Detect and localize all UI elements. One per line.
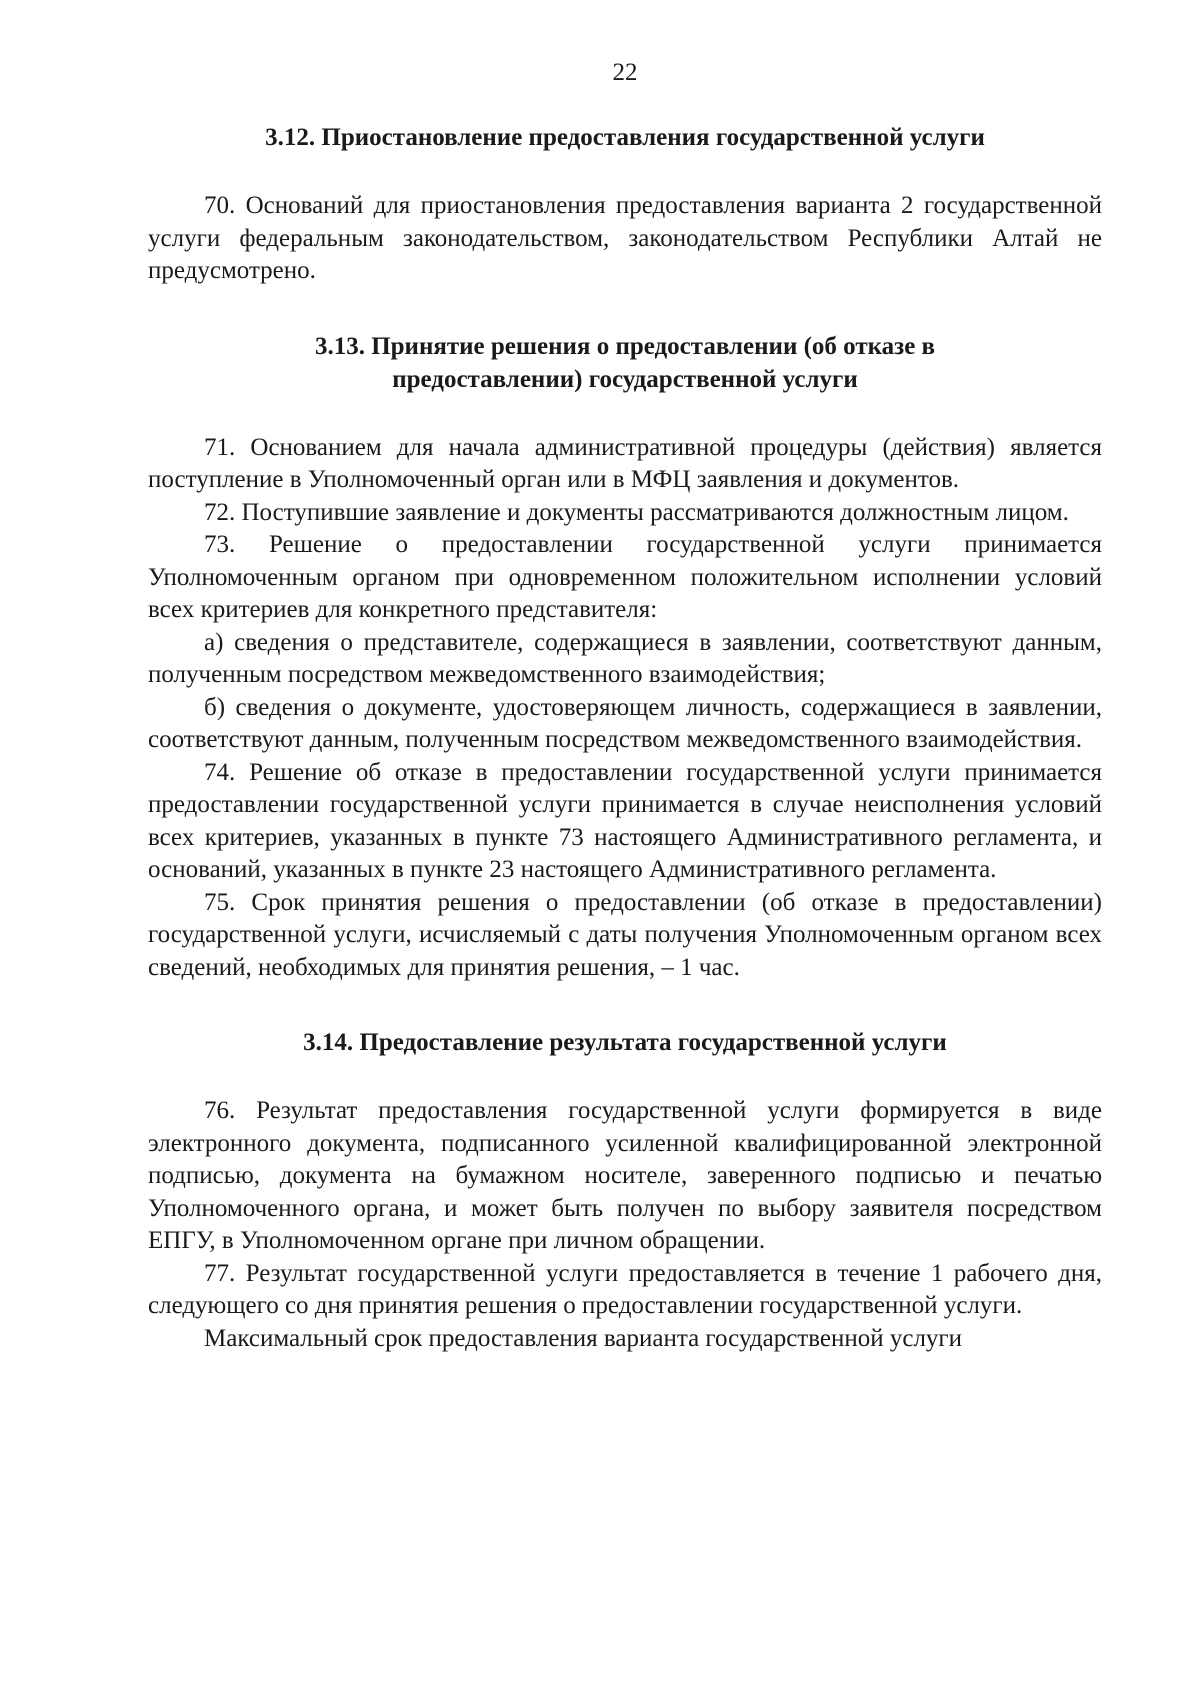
section-heading-3-13-line2: предоставлении) государственной услуги — [392, 365, 858, 393]
paragraph-71: 71. Основанием для начала административной процедуры (действия) является поступление в Уполномоченный орган или в МФЦ заявления и документов. — [148, 433, 1102, 493]
section-heading-3-13 — [148, 330, 1102, 396]
section-heading-3-14: 3.14. Предоставление результата государственной услуги — [303, 1029, 947, 1056]
section-body-3-13 — [148, 432, 1102, 985]
section-body-3-12 — [148, 190, 1102, 288]
document-page — [148, 60, 1102, 1355]
paragraph-73: 73. Решение о предоставлении государственной услуги принимается Уполномоченным органом при одновременном положительном исполнении условий всех критериев для конкретного представителя: — [148, 531, 1102, 623]
paragraph-73-a: а) сведения о представителе, содержащиеся в заявлении, соответствуют данным, полученным посредством межведомственного взаимодействия; — [148, 628, 1102, 688]
section-heading-3-12: 3.12. Приостановление предоставления государственной услуги — [265, 124, 985, 151]
paragraph-74: 74. Решение об отказе в предоставлении государственной услуги принимается предоставлении государственной услуги принимается в случае неисполнения условий всех критериев, указанных в пункте 73 настоящего Административного регламента, и оснований, указанных в пункте 23 настоящего Административного регламента. — [148, 758, 1102, 883]
paragraph-77: 77. Результат государственной услуги предоставляется в течение 1 рабочего дня, следующего со дня принятия решения о предоставлении государственной услуги. — [148, 1259, 1102, 1319]
paragraph-73-b: б) сведения о документе, удостоверяющем личность, содержащиеся в заявлении, соответствуют данным, полученным посредством межведомственного взаимодействия. — [148, 693, 1102, 753]
section-body-3-14 — [148, 1095, 1102, 1355]
paragraph-76: 76. Результат предоставления государственной услуги формируется в виде электронного документа, подписанного усиленной квалифицированной электронной подписью, документа на бумажном носителе, заверенного подписью и печатью Уполномоченного органа, и может быть получен по выбору заявителя посредством ЕПГУ, в Уполномоченном органе при личном обращении. — [148, 1097, 1102, 1254]
page-number: 22 — [612, 59, 638, 86]
section-heading-3-13-line1: 3.13. Принятие решения о предоставлении (об отказе в — [314, 332, 936, 360]
paragraph-70: 70. Оснований для приостановления предоставления варианта 2 государственной услуги федеральным законодательством, законодательством Республики Алтай не предусмотрено. — [148, 192, 1102, 284]
paragraph-72: 72. Поступившие заявление и документы рассматриваются должностным лицом. — [204, 498, 1069, 526]
paragraph-75: 75. Срок принятия решения о предоставлении (об отказе в предоставлении) государственной услуги, исчисляемый с даты получения Уполномоченным органом всех сведений, необходимых для принятия решения, – 1 час. — [148, 888, 1102, 981]
paragraph-max-term: Максимальный срок предоставления варианта государственной услуги — [204, 1324, 963, 1352]
